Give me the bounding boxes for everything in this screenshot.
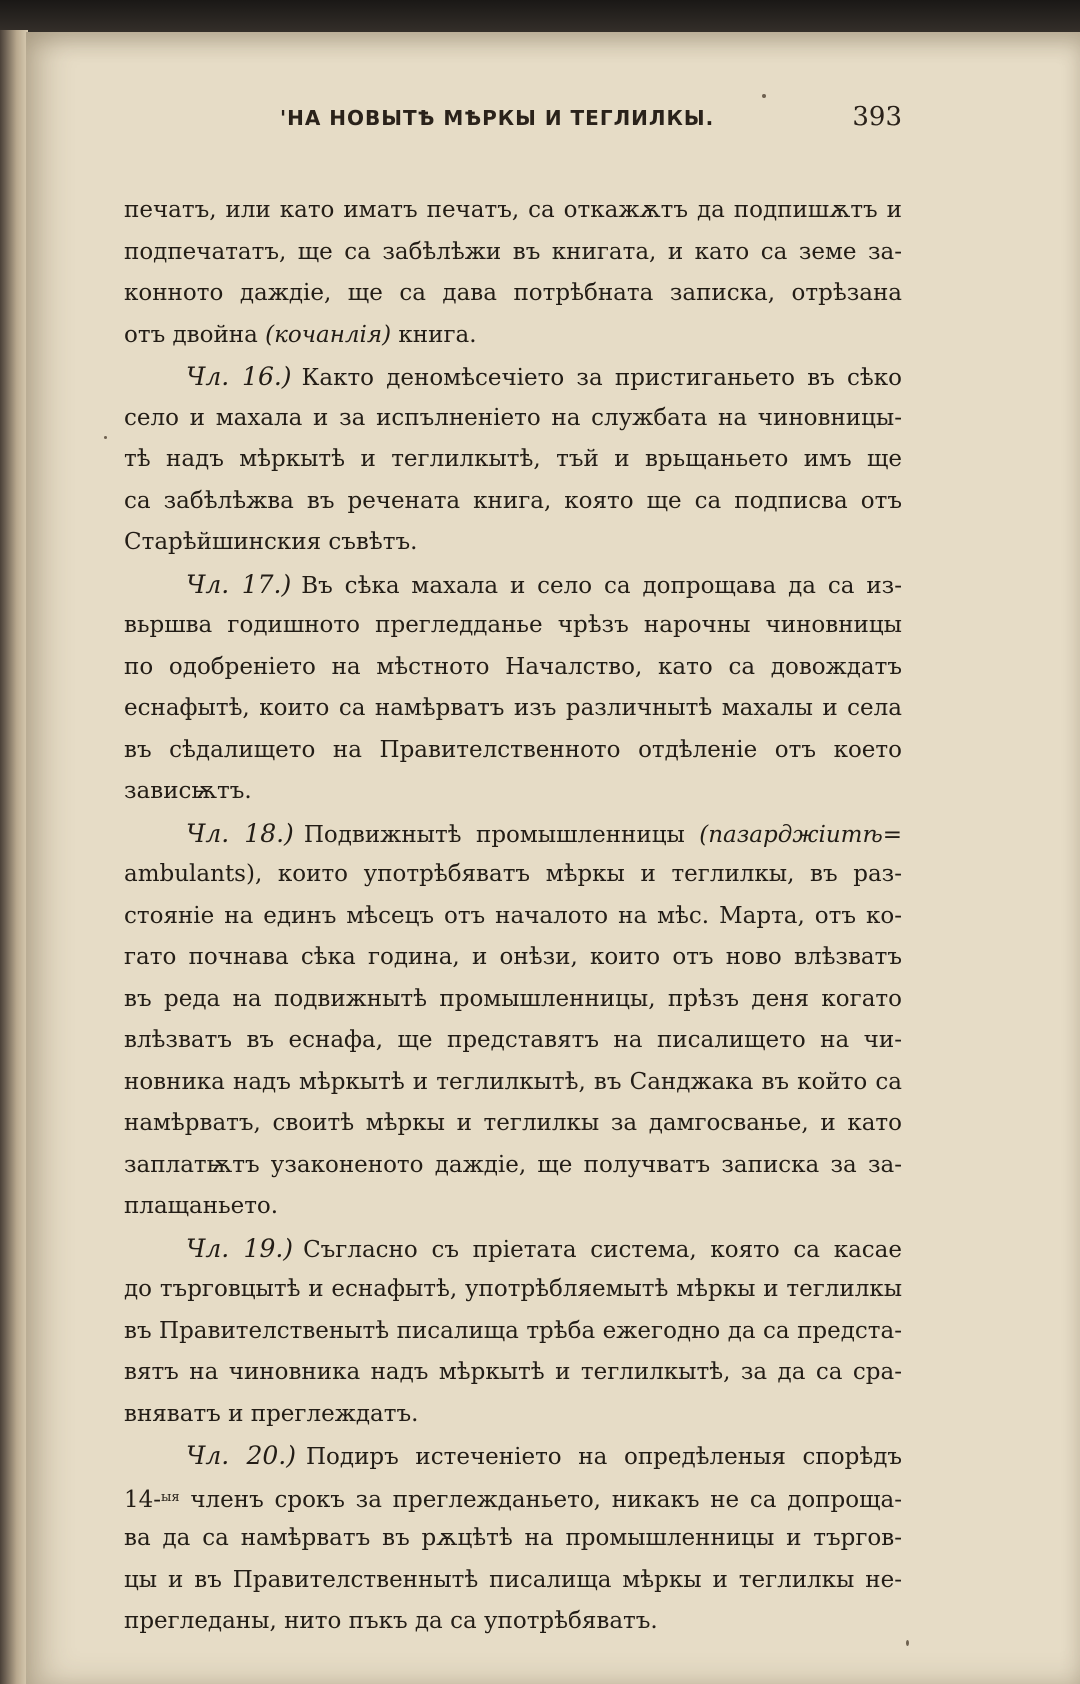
text-run: отъ двойна [124, 321, 266, 348]
text-line [124, 522, 902, 564]
text-run: Старѣйшинския съвѣтъ. [124, 529, 418, 555]
text-line [124, 439, 902, 481]
article-first-line [124, 1228, 902, 1270]
text-run: вьршва годишното прегледданье чрѣзъ нарочны чиновницы [124, 612, 902, 638]
text-run: по одобреніето на мѣстното Началство, като са довождатъ [124, 653, 902, 680]
text-run: тѣ надъ мѣркытѣ и теглилкытѣ, тъй и врьщаньето имъ ще [124, 446, 902, 472]
text-line [124, 1601, 902, 1643]
text-run: книга. [391, 321, 477, 348]
text-run: печатъ, или като иматъ печатъ, са откажѫтъ да подпишѫтъ и [124, 197, 902, 223]
body-text [124, 190, 902, 1643]
text-line [124, 688, 902, 730]
text-line [124, 1269, 902, 1311]
text-line [124, 1518, 902, 1560]
text-run: Както деномѣсечіето за пристиганьето въ сѣко [301, 365, 902, 391]
text-run: Въ сѣка махала и село са допрощава да са из- [301, 572, 903, 599]
text-line [124, 1394, 902, 1436]
text-line [124, 273, 902, 315]
text-run: зависѭтъ. [124, 778, 252, 804]
text-line [124, 896, 902, 938]
text-run: (кочанлія) [265, 321, 392, 348]
article-first-line [124, 813, 902, 855]
text-run: стояніе на единъ мѣсецъ отъ началото на мѣс. Марта, отъ ко- [124, 902, 902, 929]
text-run: ambulants), които употрѣбяватъ мѣркы и теглилкы, въ раз- [124, 861, 902, 887]
text-run: Съгласно съ пріетата система, която са касае [303, 1236, 902, 1263]
text-run: членъ срокъ за преглежданьето, никакъ не са допроща- [179, 1486, 902, 1513]
text-line [124, 190, 902, 232]
text-run: 14- [124, 1486, 162, 1513]
paper-speck [906, 1640, 909, 1646]
article-first-line [124, 356, 902, 398]
page-number: 393 [852, 102, 902, 132]
text-run: намѣрватъ, своитѣ мѣркы и теглилкы за дамгосванье, и като [124, 1110, 902, 1136]
text-run: заплатѭтъ узаконеното даждіе, ще получватъ записка за за- [124, 1151, 902, 1178]
text-run: цы и въ Правителственнытѣ писалища мѣркы и теглилкы не- [124, 1566, 902, 1593]
text-line [124, 1352, 902, 1394]
text-run: село и махала и за испълненіето на службата на чиновницы- [124, 404, 902, 431]
text-line [124, 481, 902, 523]
text-line [124, 232, 902, 274]
text-line [124, 1477, 902, 1519]
text-run: конното даждіе, ще са дава потрѣбната записка, отрѣзана [124, 280, 902, 306]
running-title: 'НА НОВЫТѢ МѢРКЫ И ТЕГЛИЛКЫ. [280, 106, 715, 130]
text-run: до търговцытѣ и еснафытѣ, употрѣбляемытѣ мѣркы и теглилкы [124, 1276, 902, 1302]
article-first-line [124, 1435, 902, 1477]
text-line [124, 1311, 902, 1353]
text-run: прегледаны, нито пъкъ да са употрѣбяватъ. [124, 1608, 658, 1634]
text-run: ыя [161, 1489, 180, 1505]
text-line [124, 1103, 902, 1145]
text-line [124, 730, 902, 772]
article-number: Чл. 16.) [186, 362, 292, 391]
text-run: плащаньето. [124, 1193, 279, 1219]
text-run: са забѣлѣжва въ речената книга, която ще са подписва отъ [124, 487, 902, 514]
text-line [124, 979, 902, 1021]
page-header [250, 96, 900, 136]
text-line [124, 647, 902, 689]
text-line [124, 1145, 902, 1187]
text-line [124, 605, 902, 647]
text-line [124, 315, 902, 357]
text-run: въ Правителственытѣ писалища трѣба ежегодно да са предста- [124, 1317, 902, 1344]
text-run: новника надъ мѣркытѣ и теглилкытѣ, въ Санджака въ който са [124, 1068, 902, 1095]
article-number: Чл. 19.) [186, 1233, 294, 1263]
article-first-line [124, 564, 902, 606]
text-run: вняватъ и преглеждатъ. [124, 1400, 419, 1427]
text-run: вятъ на чиновника надъ мѣркытѣ и теглилкытѣ, за да са сра- [124, 1359, 902, 1385]
text-run: гато почнава сѣка година, и онѣзи, които отъ ново влѣзватъ [124, 944, 902, 970]
text-run: подпечататъ, ще са забѣлѣжи въ книгата, и като са земе за- [124, 238, 902, 265]
text-run: въ реда на подвижнытѣ промышленницы, прѣзъ деня когато [124, 985, 902, 1012]
text-run: Подвижнытѣ промышленницы [303, 821, 700, 848]
text-run: Подиръ истеченіето на опредѣленыя спорѣдъ [306, 1444, 902, 1470]
article-number: Чл. 18.) [186, 818, 294, 848]
text-line [124, 398, 902, 440]
article-number: Чл. 20.) [186, 1441, 296, 1470]
text-line [124, 771, 902, 813]
text-run: влѣзватъ въ еснафа, ще представятъ на писалището на чи- [124, 1027, 902, 1053]
text-line [124, 1062, 902, 1104]
text-line [124, 937, 902, 979]
book-spine-edge [0, 30, 28, 1684]
text-line [124, 1186, 902, 1228]
article-number: Чл. 17.) [186, 569, 292, 599]
text-line [124, 1020, 902, 1062]
paper-speck [104, 436, 107, 439]
text-run: въ сѣдалището на Правителственното отдѣленіе отъ което [124, 736, 902, 763]
text-run: (пазарджіитѣ= [699, 821, 903, 848]
text-line [124, 1560, 902, 1602]
text-run: ва да са намѣрватъ въ рѫцѣтѣ на промышленницы и търгов- [124, 1525, 902, 1551]
text-run: еснафытѣ, които са намѣрватъ изъ различнытѣ махалы и села [124, 695, 902, 721]
text-line [124, 854, 902, 896]
